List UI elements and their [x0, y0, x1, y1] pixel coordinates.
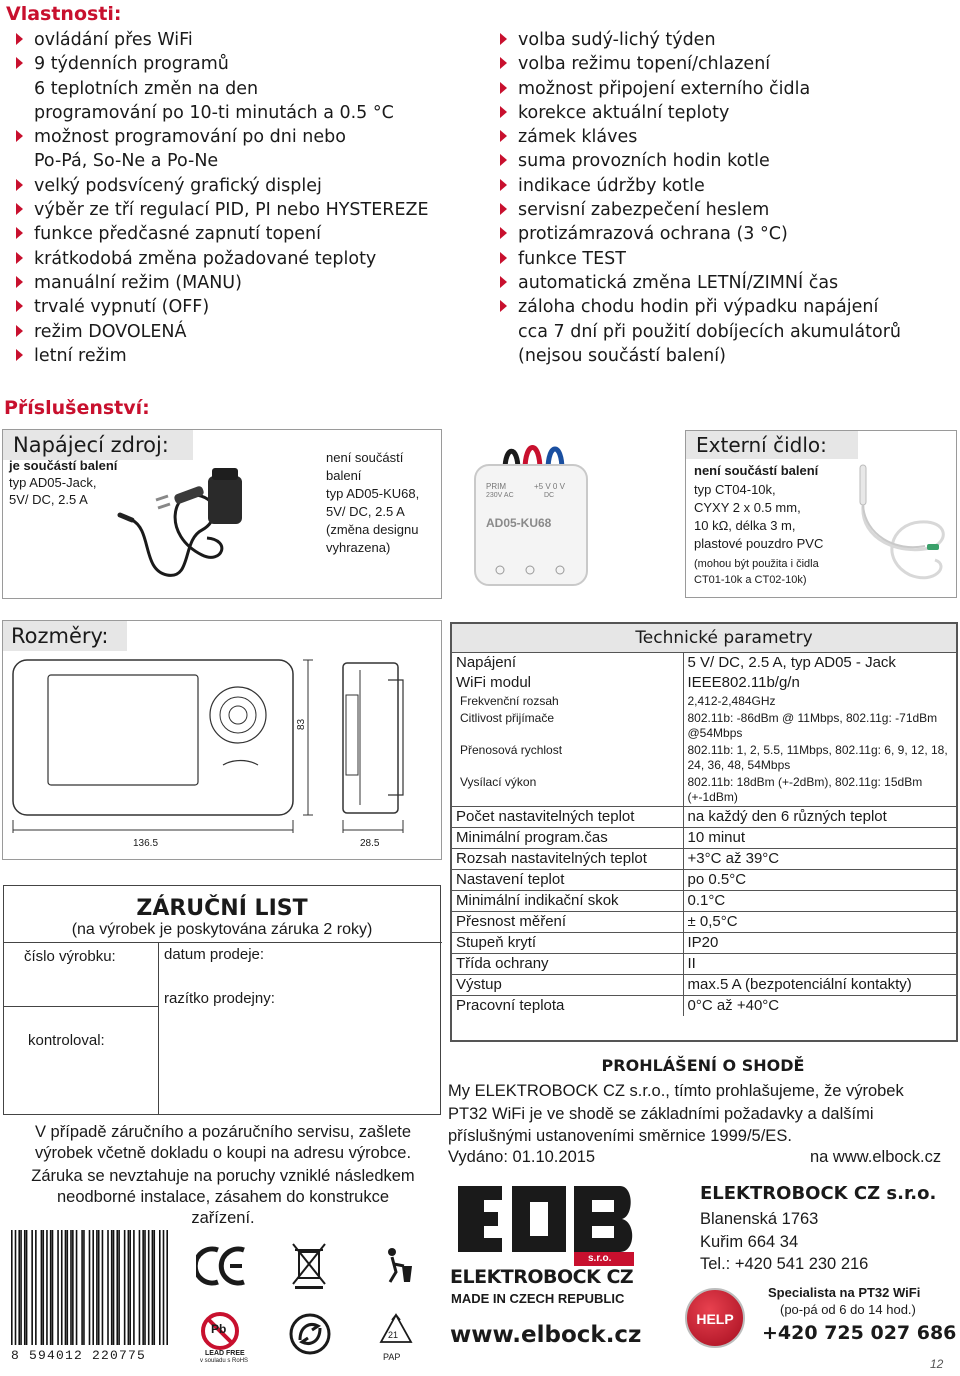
warranty-divider — [4, 942, 442, 943]
tech-row — [452, 912, 956, 933]
features-left-list — [6, 28, 466, 368]
barcode-bar — [50, 1230, 52, 1345]
barcode-bar — [26, 1230, 28, 1345]
barcode-bar — [124, 1230, 126, 1345]
tech-label: Frekvenční rozsah — [452, 693, 683, 710]
feature-item: volba režimu topení/chlazení — [490, 52, 960, 76]
feature-item: indikace údržby kotle — [490, 174, 960, 198]
warranty-title: ZÁRUČNÍ LIST — [136, 896, 308, 921]
feature-item: (nejsou součástí balení) — [518, 345, 726, 366]
ku68-line: není součástí — [326, 450, 404, 465]
warranty-row-divider — [4, 1006, 158, 1007]
feature-item: automatická změna LETNÍ/ZIMNÍ čas — [490, 271, 960, 295]
barcode-bar — [11, 1230, 13, 1345]
ku68-line: 5V/ DC, 2.5 A — [326, 504, 405, 519]
tech-row — [452, 870, 956, 891]
warranty-sale-date: datum prodeje: — [164, 946, 265, 963]
sensor-spec-line: CYXY 2 x 0.5 mm, — [694, 500, 801, 515]
barcode-bar — [46, 1230, 48, 1345]
tech-label: Pracovní teplota — [452, 996, 683, 1017]
company-phone: Tel.: +420 541 230 216 — [700, 1255, 869, 1273]
feature-item: servisní zabezpečení heslem — [490, 198, 960, 222]
tech-value: 802.11b: 18dBm (+-2dBm), 802.11g: 15dBm (+-1dBm) — [683, 774, 956, 807]
tech-row — [452, 807, 956, 828]
tech-label: Výstup — [452, 975, 683, 996]
company-city: Kuřim 664 34 — [700, 1232, 799, 1251]
tech-params-body — [452, 653, 956, 1016]
feature-item: manuální režim (MANU) — [6, 271, 466, 295]
ku68-line: balení — [326, 468, 362, 483]
tech-row — [452, 849, 956, 870]
barcode-bar — [153, 1230, 155, 1345]
help-badge — [685, 1288, 745, 1348]
barcode-bar — [128, 1230, 130, 1345]
tidyman-icon — [380, 1246, 416, 1286]
barcode-bar — [65, 1230, 67, 1345]
company-web[interactable]: www.elbock.cz — [450, 1322, 642, 1348]
declaration-text: My ELEKTROBOCK CZ s.r.o., tímto prohlašujeme, že výrobek PT32 WiFi je ve shodě se základními požadavky a dalšími příslušnými ustanoveními směrnice 1999/5/ES. — [448, 1082, 904, 1145]
pap-number: 21 — [388, 1330, 399, 1340]
barcode-bar — [76, 1230, 78, 1345]
pap-label: PAP — [383, 1352, 401, 1362]
declaration-link[interactable]: na www.elbock.cz — [810, 1148, 942, 1166]
barcode-bar — [92, 1230, 94, 1345]
power-supply-title: Napájecí zdroj: — [3, 430, 193, 460]
warranty-exclusion-note: Záruka se nevztahuje na poruchy vzniklé následkem neodborné instalace, zásahem do konstrukce zařízení. — [31, 1167, 415, 1227]
barcode-bar — [41, 1230, 43, 1345]
help-hours: (po-pá od 6 do 14 hod.) — [780, 1302, 916, 1317]
warranty-col-divider — [158, 942, 159, 1114]
barcode-bar — [98, 1230, 100, 1345]
tech-label: Citlivost přijímače — [452, 710, 683, 742]
tech-row — [452, 975, 956, 996]
tech-value: IP20 — [683, 933, 956, 954]
barcode-icon — [5, 1230, 175, 1350]
sensor-spec-line: 10 kΩ, délka 3 m, — [694, 518, 796, 533]
tech-value: 0°C až +40°C — [687, 997, 780, 1014]
power-supply-included: je součástí balení — [9, 458, 118, 473]
company-logo — [450, 1186, 640, 1291]
logo-name: ELEKTROBOCK CZ — [450, 1266, 634, 1288]
power-adapter-icon — [112, 460, 282, 590]
feature-item: možnost programování po dni nebo — [6, 125, 466, 149]
barcode-bar — [144, 1230, 146, 1345]
ku68-prim-voltage: 230V AC — [486, 492, 514, 499]
barcode-bar — [81, 1230, 83, 1345]
feature-item: korekce aktuální teploty — [490, 101, 960, 125]
tech-row — [452, 996, 956, 1017]
warranty-stamp: razítko prodejny: — [164, 990, 275, 1007]
barcode-bar — [70, 1230, 72, 1345]
barcode-bar — [67, 1230, 69, 1345]
sensor-spec-line: typ CT04-10k, — [694, 482, 776, 497]
feature-item: suma provozních hodin kotle — [490, 149, 960, 173]
dimensions-drawing — [8, 655, 438, 855]
barcode-bar — [139, 1230, 141, 1345]
tech-row — [452, 673, 956, 693]
tech-label: Minimální indikační skok — [452, 891, 683, 912]
tech-label: Rozsah nastavitelných teplot — [452, 849, 683, 870]
tech-value: 5 V/ DC, 2.5 A, typ AD05 - Jack — [687, 654, 896, 671]
sensor-title: Externí čidlo: — [686, 431, 858, 459]
ku68-line: vyhrazena) — [326, 540, 391, 555]
warranty-subtitle: (na výrobek je poskytována záruka 2 roky) — [71, 921, 373, 938]
barcode-bar — [18, 1230, 20, 1345]
barcode-bar — [57, 1230, 59, 1345]
barcode-bar — [52, 1230, 54, 1345]
company-address — [700, 1208, 868, 1276]
tech-value: II — [683, 954, 956, 975]
tech-params-table — [450, 622, 958, 1042]
sensor-note-line: CT01-10k a CT02-10k) — [694, 574, 807, 586]
ku68-line: (změna designu — [326, 522, 419, 537]
tech-value: +3°C až 39°C — [683, 849, 956, 870]
dim-width: 136.5 — [133, 838, 159, 849]
feature-item: funkce TEST — [490, 247, 960, 271]
barcode-bar — [102, 1230, 104, 1345]
sensor-cable-icon — [840, 460, 955, 595]
tech-row — [452, 891, 956, 912]
feature-item: krátkodobá změna požadované teploty — [6, 247, 466, 271]
tech-row — [452, 742, 956, 774]
ku68-device-icon — [470, 440, 590, 590]
warranty-card — [3, 885, 441, 1115]
made-in: MADE IN CZECH REPUBLIC — [451, 1291, 625, 1306]
tech-value: po 0.5°C — [683, 870, 956, 891]
barcode-bar — [166, 1230, 168, 1345]
tech-row — [452, 828, 956, 849]
tech-value: 10 minut — [683, 828, 956, 849]
tech-label: Napájení — [452, 653, 683, 673]
help-badge-label: HELP — [696, 1311, 734, 1327]
barcode-bar — [148, 1230, 150, 1345]
tech-label: Nastavení teplot — [452, 870, 683, 891]
barcode-bar — [129, 1230, 131, 1345]
feature-item: trvalé vypnutí (OFF) — [6, 295, 466, 319]
feature-item: výběr ze tří regulací PID, PI nebo HYSTEREZE — [6, 198, 466, 222]
help-title: Specialista na PT32 WiFi — [768, 1285, 921, 1300]
ku68-line: typ AD05-KU68, — [326, 486, 420, 501]
feature-item: 6 teplotních změn na den — [34, 78, 259, 99]
tech-label: Vysílací výkon — [452, 774, 683, 807]
feature-item: funkce předčasné zapnutí topení — [6, 222, 466, 246]
feature-item: protizámrazová ochrana (3 °C) — [490, 222, 960, 246]
tech-value: max.5 A (bezpotenciální kontakty) — [683, 975, 956, 996]
tech-row — [452, 933, 956, 954]
company-name: ELEKTROBOCK CZ s.r.o. — [700, 1183, 937, 1204]
warranty-product-no: číslo výrobku: — [24, 948, 116, 965]
barcode-bar — [20, 1230, 22, 1345]
barcode-bar — [89, 1230, 91, 1345]
tech-value: ± 0,5°C — [683, 912, 956, 933]
barcode-bar — [42, 1230, 44, 1345]
accessories-title: Příslušenství: — [4, 397, 150, 419]
feature-item: záloha chodu hodin při výpadku napájení — [490, 295, 960, 319]
sensor-spec-line: plastové pouzdro PVC — [694, 536, 824, 551]
barcode-number: 8 594012 220775 — [11, 1348, 147, 1363]
sensor-not-included: není součástí balení — [694, 463, 819, 478]
rohs-label: v souladu s RoHS — [200, 1358, 249, 1364]
tech-row — [452, 954, 956, 975]
ku68-model: AD05-KU68 — [486, 516, 552, 530]
sensor-note-line: (mohou být použita i čidla — [694, 558, 819, 570]
company-street: Blanenská 1763 — [700, 1210, 819, 1228]
power-supply-rating: 5V/ DC, 2.5 A — [9, 492, 88, 507]
barcode-bar — [72, 1230, 74, 1345]
tech-value: na každý den 6 různých teplot — [683, 807, 956, 828]
tech-label: WiFi modul — [452, 673, 683, 693]
sensor-specs — [694, 481, 823, 553]
ce-mark-icon — [196, 1244, 248, 1288]
page-number: 12 — [930, 1357, 944, 1371]
tech-row — [452, 653, 956, 673]
feature-item: volba sudý-lichý týden — [490, 28, 960, 52]
tech-label: Přesnost měření — [452, 912, 683, 933]
barcode-bar — [118, 1230, 120, 1345]
lead-free-pb: Pb — [211, 1322, 227, 1336]
feature-item: cca 7 dní při použití dobíjecích akumulátorů — [518, 321, 901, 342]
barcode-bar — [96, 1230, 98, 1345]
dim-height: 83 — [296, 718, 307, 730]
barcode-bar — [24, 1230, 26, 1345]
feature-item: možnost připojení externího čidla — [490, 77, 960, 101]
dimensions-title: Rozměry: — [3, 621, 127, 651]
ku68-prim: PRIM — [486, 482, 506, 491]
barcode-bar — [31, 1230, 33, 1345]
feature-item: 9 týdenních programů — [6, 52, 466, 76]
barcode-bar — [133, 1230, 135, 1345]
lead-free-label: LEAD FREE — [205, 1350, 245, 1357]
tech-label: Minimální program.čas — [452, 828, 683, 849]
weee-bin-icon — [289, 1240, 329, 1290]
logo-sro: s.r.o. — [588, 1253, 612, 1264]
declaration-title: PROHLÁŠENÍ O SHODĚ — [601, 1056, 805, 1075]
ku68-dc-label: DC — [544, 492, 555, 499]
features-title: Vlastnosti: — [6, 3, 122, 25]
barcode-bar — [111, 1230, 113, 1345]
ku68-device — [470, 440, 590, 590]
barcode-bar — [15, 1230, 17, 1345]
green-dot-icon — [288, 1312, 332, 1356]
tech-value: 2,412-2,484GHz — [687, 694, 776, 708]
tech-label: Počet nastavitelných teplot — [452, 807, 683, 828]
feature-item: ovládání přes WiFi — [6, 28, 466, 52]
tech-value: 802.11b: -86dBm @ 11Mbps, 802.11g: -71dBm @54Mbps — [687, 711, 938, 740]
dim-depth: 28.5 — [360, 838, 380, 849]
tech-value: 802.11b: 1, 2, 5.5, 11Mbps, 802.11g: 6, 9, 12, 18, 24, 36, 48, 54Mbps — [687, 743, 948, 772]
declaration-issued: Vydáno: 01.10.2015 — [448, 1148, 596, 1166]
feature-item: Po-Pá, So-Ne a Po-Ne — [34, 151, 219, 172]
tech-params-title: Technické parametry — [452, 624, 956, 653]
feature-item: programování po 10-ti minutách a 0.5 °C — [34, 102, 394, 123]
feature-item: režim DOVOLENÁ — [6, 320, 466, 344]
tech-value: IEEE802.11b/g/n — [687, 674, 800, 691]
barcode-bar — [107, 1230, 109, 1345]
barcode-bar — [35, 1230, 37, 1345]
ku68-info — [326, 449, 419, 557]
barcode-bar — [116, 1230, 118, 1345]
tech-row — [452, 774, 956, 807]
tech-label: Třída ochrany — [452, 954, 683, 975]
feature-item: zámek kláves — [490, 125, 960, 149]
tech-label: Přenosová rychlost — [452, 742, 683, 774]
barcode-bar — [152, 1230, 154, 1345]
tech-row — [452, 710, 956, 742]
barcode-bar — [61, 1230, 63, 1345]
tech-label: Stupeň krytí — [452, 933, 683, 954]
barcode-bar — [159, 1230, 161, 1345]
help-phone: +420 725 027 686 — [762, 1322, 957, 1344]
tech-value: 0.1°C — [683, 891, 956, 912]
warranty-checked: kontroloval: — [28, 1032, 105, 1049]
barcode-bar — [142, 1230, 144, 1345]
feature-item: velký podsvícený grafický displej — [6, 174, 466, 198]
features-right-list — [490, 28, 960, 368]
ku68-dc: +5 V 0 V — [534, 482, 565, 491]
tech-row — [452, 693, 956, 710]
barcode-bar — [113, 1230, 115, 1345]
barcode-bar — [163, 1230, 165, 1345]
barcode — [5, 1230, 175, 1370]
barcode-bar — [83, 1230, 85, 1345]
power-supply-type: typ AD05-Jack, — [9, 475, 97, 490]
sensor-note — [694, 556, 819, 588]
warranty-service-note: V případě záručního a pozáručního servisu, zašlete výrobek včetně dokladu o koupi na adresu výrobce. — [34, 1123, 412, 1162]
feature-item: letní režim — [6, 344, 466, 368]
